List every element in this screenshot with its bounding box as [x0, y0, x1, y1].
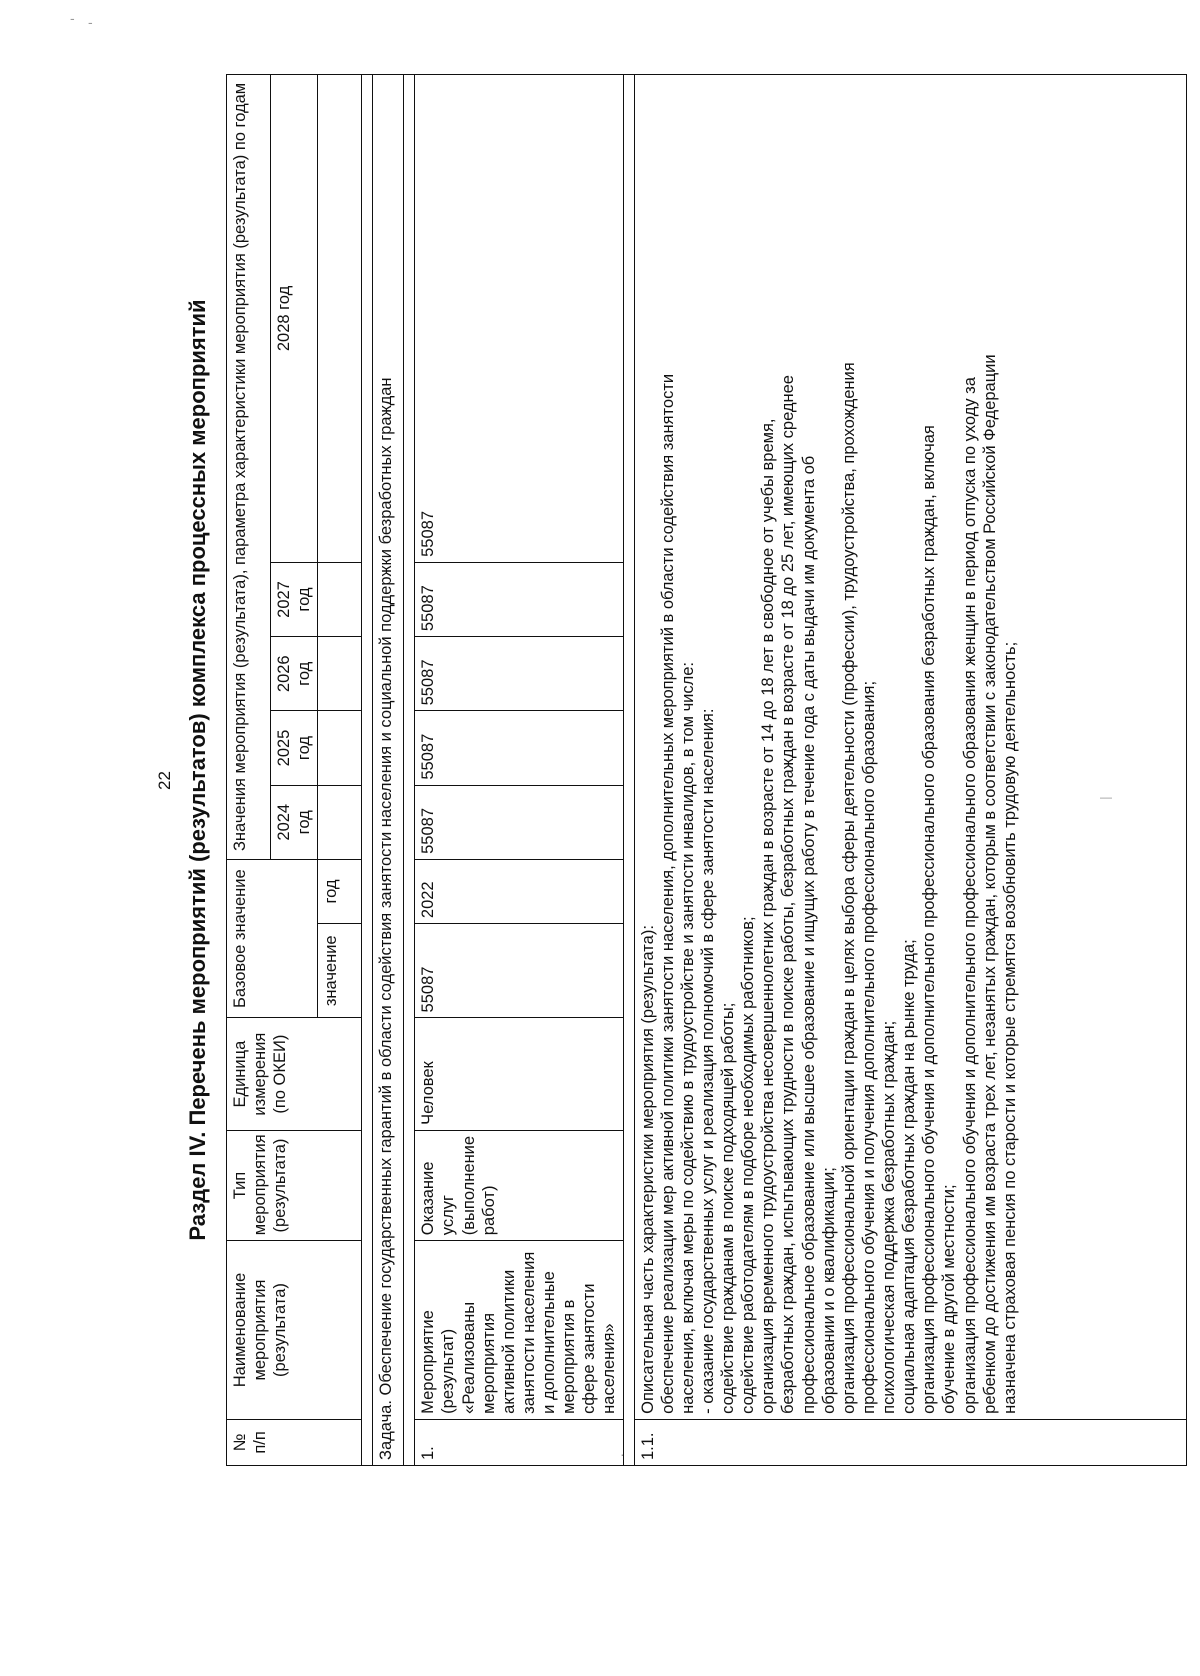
row1-number: 1. — [415, 1419, 623, 1465]
header-base-year: год — [318, 859, 362, 923]
description-row — [634, 75, 1186, 1466]
header-measure-name: Наименование мероприятия (результата) — [227, 1241, 362, 1420]
description-line: Описательная часть характеристики мероприятия (результата): — [638, 925, 657, 1414]
scan-mark-right: — — [1100, 790, 1112, 804]
section-title: Раздел IV. Перечень мероприятий (результатов) комплекса процессных мероприятий — [185, 299, 210, 1241]
rotated-page-content — [178, 74, 1038, 1466]
description-line: образовании и о квалификации; — [819, 1167, 838, 1414]
row1-base-year: 2022 — [415, 859, 623, 923]
row1-value-2026: 55087 — [415, 637, 623, 711]
header-measure-type: Тип мероприятия (результата) — [227, 1130, 362, 1240]
measures-table — [226, 74, 1187, 1466]
header-year-filler-3 — [318, 637, 362, 711]
header-number: № п/п — [227, 1419, 362, 1465]
description-line: содействие гражданам в поиске подходящей работы; — [719, 1002, 737, 1414]
description-line: профессиональное образование или высшее образование и ищущих работу в течение года с даты выдачи им документа об — [799, 455, 818, 1414]
description-line: ребенком до достижения им возраста трех лет, незанятых граждан, которым в соответствии с законодательством Российской Федерации — [980, 354, 999, 1414]
header-unit: Единица измерения (по ОКЕИ) — [227, 1018, 362, 1130]
description-line: безработных граждан, испытывающих трудности в поиске работы, безработных граждан в возрасте от 18 до 25 лет, имеющих среднее — [779, 375, 798, 1414]
row1-value-2028: 55087 — [415, 75, 623, 563]
scan-mark-top-left: - — [70, 10, 75, 26]
header-year-2024: 2024 год — [271, 785, 318, 859]
description-line: обеспечение реализации мер активной политики занятости населения, дополнительных мероприятий в области содействия занятости — [658, 373, 677, 1414]
description-line: содействие работодателям в подборе необходимых работников; — [739, 916, 758, 1414]
description-line: социальная адаптация безработных граждан на рынке труда; — [900, 939, 919, 1414]
scan-mark-bottom-dot: · — [620, 1446, 625, 1462]
row1-value-2027: 55087 — [415, 562, 623, 636]
task-text: Задача. Обеспечение государственных гарантий в области содействия занятости населения и социальной поддержки безработных граждан — [373, 75, 404, 1466]
description-line: профессионального обучения и получения дополнительного профессионального образования; — [859, 680, 878, 1414]
row1-unit: Человек — [415, 1018, 623, 1130]
spacer-row-1 — [362, 75, 373, 1466]
header-year-filler-5 — [318, 75, 362, 563]
header-year-filler-1 — [318, 785, 362, 859]
header-year-2027: 2027 год — [271, 562, 318, 636]
description-line: - оказание государственных услуг и реализация полномочий в сфере занятости населения: — [698, 708, 717, 1414]
header-base-value-group: Базовое значение — [227, 859, 318, 1018]
description-line: населения, включая меры по содействию в трудоустройстве и занятости инвалидов, в том числе: — [678, 661, 697, 1414]
spacer-row-2 — [404, 75, 415, 1466]
row11-description — [634, 75, 1186, 1420]
header-year-2026: 2026 год — [271, 637, 318, 711]
table-row — [415, 75, 623, 1466]
description-line: психологическая поддержка безработных граждан; — [880, 1020, 898, 1414]
description-line: организация профессионального обучения и дополнительного профессионального образования безработных граждан, включая — [920, 425, 939, 1414]
row1-base-value: 55087 — [415, 924, 623, 1018]
row1-type: Оказание услуг (выполнение работ) — [415, 1130, 623, 1240]
header-year-filler-2 — [318, 711, 362, 785]
header-base-value: значение — [318, 924, 362, 1018]
row11-number: 1.1. — [634, 1419, 1186, 1465]
row1-value-2024: 55087 — [415, 785, 623, 859]
scan-mark-top-left-2: - — [88, 14, 93, 30]
header-year-filler-4 — [318, 562, 362, 636]
description-line: организация профессионального обучения и дополнительного профессионального образования женщин в период отпуска по уходу за — [960, 377, 979, 1414]
header-year-2028: 2028 год — [271, 75, 318, 563]
task-row — [373, 75, 404, 1466]
header-values-by-year: Значения мероприятия (результата), параметра характеристики мероприятия (результата) по годам — [227, 75, 271, 860]
description-line: назначена страховая пенсия по старости и которые стремятся возобновить трудовую деятельность; — [1000, 641, 1019, 1414]
page-number: 22 — [155, 771, 174, 790]
spacer-row-3 — [623, 75, 634, 1466]
description-line: организация временного трудоустройства несовершеннолетних граждан в возрасте от 14 до 18 лет в свободное от учебы время, — [759, 418, 778, 1414]
row1-value-2025: 55087 — [415, 711, 623, 785]
header-row-top — [227, 75, 271, 1466]
header-year-2025: 2025 год — [271, 711, 318, 785]
description-line: организация профессиональной ориентации граждан в целях выбора сферы деятельности (профессии), трудоустройства, прохождения — [839, 362, 858, 1414]
description-line: обучение в другой местности; — [940, 1184, 959, 1414]
row1-name: Мероприятие (результат) «Реализованы мероприятия активной политики занятости населения и дополнительные мероприятия в сфере занятости населения» — [415, 1241, 623, 1420]
